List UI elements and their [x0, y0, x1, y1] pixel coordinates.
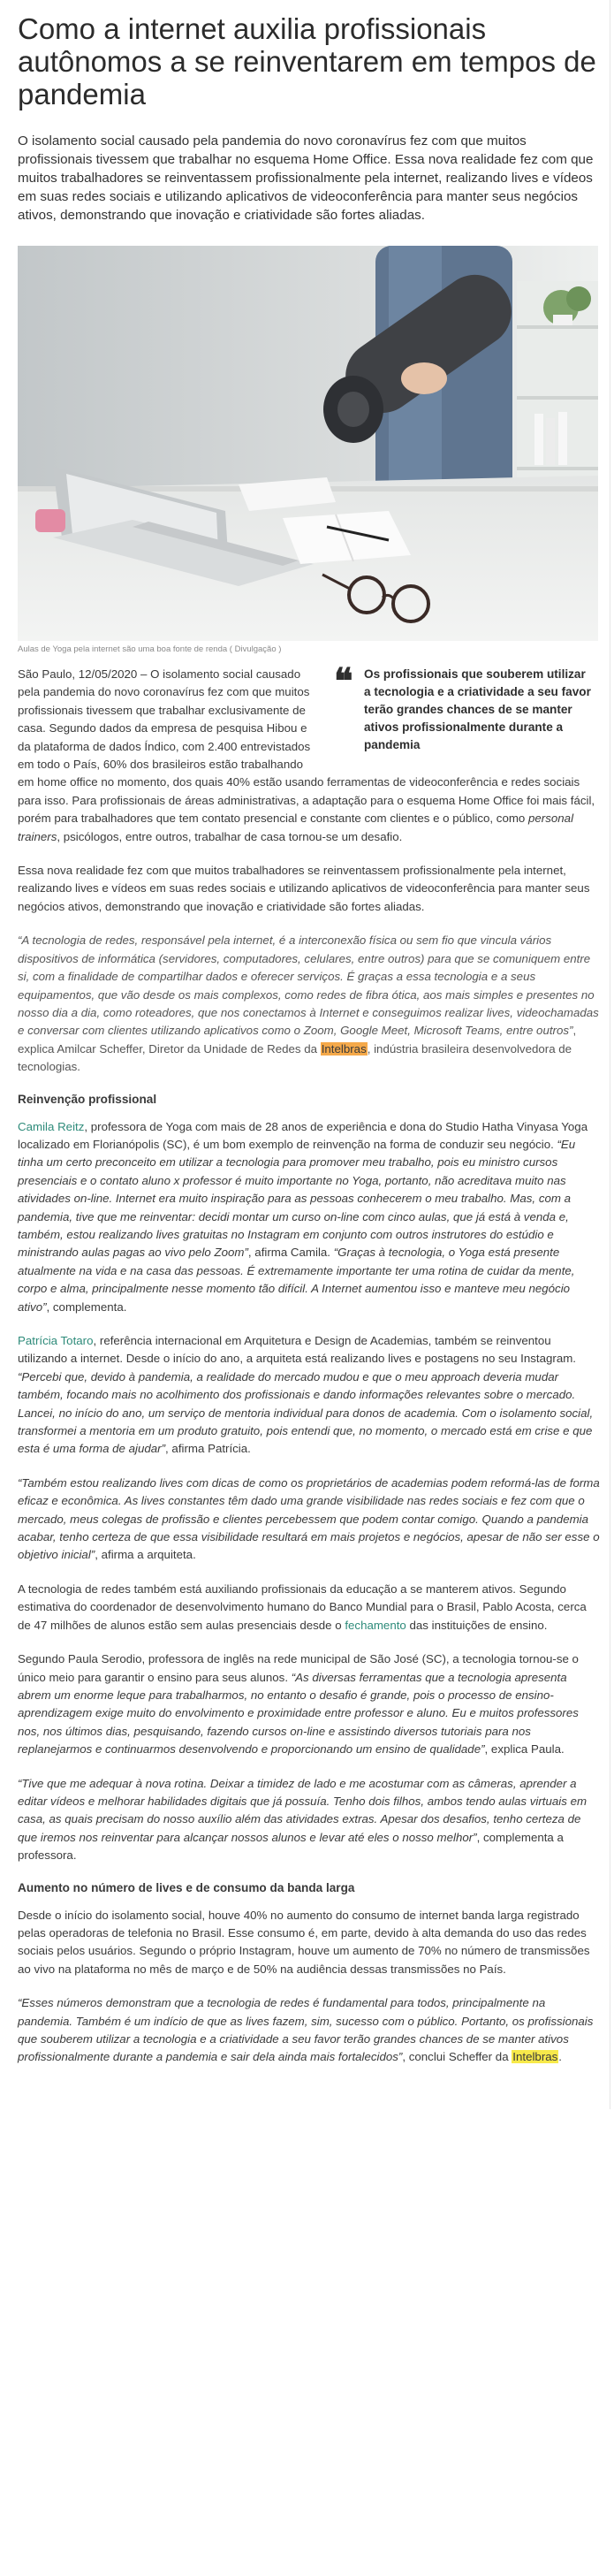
article-body: [18, 660, 603, 2067]
article-lead: O isolamento social causado pela pandemia do novo coronavírus fez com que muitos profissionais tivessem que trabalhar no esquema Home Office. Essa nova realidade fez com que muitos trabalhadores se reinventassem profissionalmente pela internet, realizando lives e vídeos em suas redes sociais e utilizando aplicativos de videoconferência para manter seus negócios ativos, demonstrando que inovação e criatividade são fortes aliadas.: [18, 133, 594, 223]
dateline: São Paulo, 12/05/2020 –: [18, 667, 151, 681]
link-patricia-totaro[interactable]: Patrícia Totaro: [18, 1334, 94, 1347]
paragraph-camila: Camila Reitz, professora de Yoga com mais de 28 anos de experiência e dona do Studio Hatha Vinyasa Yoga localizado em Florianópolis (SC), é um bom exemplo de reinvenção na forma de conduzir seu negócio. “Eu tinha um certo preconceito em utilizar a tecnologia para promover meu trabalho, pois eu ministro cursos presenciais e o contato aluno x professor é muito importante no Yoga, portanto, não acreditava muito nas atividades on-line. Internet era muito inspiração para as pessoas conhecerem o meu trabalho. Mas, com a pandemia, tive que me reinventar: decidi montar um curso on-line com cinco aulas, que já está à venda e, também, estou realizando lives gratuitas no Instagram em conjunto com outros instrutores do estúdio e ministrando aulas pagas ao vivo pelo Zoom”, afirma Camila. “Graças à tecnologia, o Yoga está presente atualmente na vida e na casa das pessoas. É extremamente importante ter uma rotina de cuidar da mente, corpo e alma, principalmente nesse momento tão difícil. A Internet aumentou isso e manteve meu negócio ativo”, complementa.: [18, 1119, 588, 1314]
paragraph-paula-routine: “Tive que me adequar à nova rotina. Deixar a timidez de lado e me acostumar com as câmeras, aprender a editar vídeos e melhorar habilidades digitais que já possuía. Tenho dois filhos, ambos tendo aulas virtuais em casa, as quais precisam do nosso auxílio além das atividades extras. Apesar dos desafios, tenho certeza de que iremos nos reinventar para alcançar nossos alunos e levar até eles o nosso melhor”, complementa a professora.: [18, 1776, 587, 1863]
section-heading-consumo: Aumento no número de lives e de consumo da banda larga: [18, 1880, 355, 1894]
brand-highlight-yellow: Intelbras: [512, 2050, 558, 2064]
image-caption: Aulas de Yoga pela internet são uma boa fonte de renda ( Divulgação ): [18, 644, 282, 654]
paragraph-conclusion: “Esses números demonstram que a tecnologia de redes é fundamental para todos, principalmente na pandemia. Também é um indício de que as lives fazem, sim, sucesso com o público. Portanto, os profissionais que souberem utilizar a tecnologia e a criatividade a seu favor terão grandes chances de se manter ativos profissionalmente durante a pandemia e sair dela ainda mais fortalecidos”, conclui Scheffer da Intelbras.: [18, 1996, 594, 2064]
pull-quote: [334, 660, 595, 754]
paragraph-patricia-lives: “Também estou realizando lives com dicas de como os proprietários de academias podem reformá-las de forma eficaz e econômica. As lives constantes têm dado uma grande visibilidade nas redes sociais e fez com que o mercado, meus colegas de profissão e clientes percebessem que podem contar comigo. Quando a pandemia acabar, tenho certeza de que essa visibilidade resultará em mais projetos e negócios, apesar de não ser esse o objetivo inicial”, afirma a arquiteta.: [18, 1475, 600, 1562]
paragraph-education: A tecnologia de redes também está auxiliando profissionais da educação a se manterem ativos. Segundo estimativa do coordenador de desenvolvimento humano do Banco Mundial para o Brasil, Pablo Acosta, cerca de 47 milhões de alunos estão sem aulas presenciais desde o fechamento das instituições de ensino.: [18, 1581, 587, 1632]
hero-image: [18, 246, 598, 641]
paragraph-scheffer-quote: “A tecnologia de redes, responsável pela internet, é a interconexão física ou sem fio que vincula vários dispositivos de informática (servidores, computadores, celulares, entre outros) para que se comuniquem entre si, com a finalidade de compartilhar dados e oferecer serviços. É graças a essa tecnologia e a seus equipamentos, que vão desde os mais complexos, como redes de fibra ótica, aos mais simples e presentes no nosso dia a dia, como roteadores, que nos conectamos à Internet e conseguimos realizar lives, videochamadas e conversar com clientes utilizando aplicativos como o Zoom, Google Meet, Microsoft Teams, entre outros”, explica Amilcar Scheffer, Diretor da Unidade de Redes da Intelbras, indústria brasileira desenvolvedora de tecnologias.: [18, 934, 599, 1074]
paragraph-intro: São Paulo, 12/05/2020 – O isolamento social causado pela pandemia do novo coronavírus fez com que muitos profissionais tivessem que trabalhar exclusivamente de casa. Segundo dados da empresa de pesquisa Hibou e da plataforma de dados Índico, com 2.400 entrevistados em todo o País, 60% dos brasileiros estão trabalhando em home office no momento, dos quais 40% estão usando ferramentas de videoconferência e redes sociais para isso. Para profissionais de áreas administrativas, a adaptação para o esquema Home Office foi mais fácil, porém para trabalhadores que tem contato presencial e constante com clientes e o público, como personal trainers, psicólogos, entre outros, trabalhar de casa tornou-se um desafio.: [18, 667, 595, 843]
paragraph-reinvention: Essa nova realidade fez com que muitos trabalhadores se reinventassem profissionalmente pela internet, realizando lives e vídeos em suas redes sociais e utilizando aplicativos de videoconferência para manter seus negócios ativos, demonstrando que inovação e criatividade são fortes aliadas.: [18, 864, 590, 913]
yoga-laptop-photo: [18, 246, 598, 641]
article: [18, 0, 610, 2109]
paragraph-paula: Segundo Paula Serodio, professora de inglês na rede municipal de São José (SC), a tecnologia tornou-se o único meio para garantir o ensino para seus alunos. “As diversas ferramentas que a tecnologia apresenta abrem um enorme leque para trabalharmos, no entanto o desafio é grande, pois o processo de ensino-aprendizagem exige muito do envolvimento e proximidade entre professor e aluno. Eu e muitos professores nos, nos últimos dias, pesquisando, fazendo cursos on-line e assistindo diversos tutoriais para nos replanejarmos e continuarmos desenvolvendo e proporcionando um ensino de qualidade”, explica Paula.: [18, 1652, 579, 1757]
link-camila-reitz[interactable]: Camila Reitz: [18, 1119, 85, 1133]
link-fechamento[interactable]: fechamento: [345, 1618, 406, 1632]
paragraph-patricia: Patrícia Totaro, referência internacional em Arquitetura e Design de Academias, também se reinventou utilizando a internet. Desde o início do ano, a arquiteta está realizando lives e postagens no seu Instagram. “Percebi que, devido à pandemia, a realidade do mercado mudou e que o meu approach deveria mudar também, focando mais no acolhimento dos profissionais e dando informações relevantes sobre o mercado. Lancei, no início do ano, um serviço de mentoria individual para donos de academia. Com o isolamento social, transformei a mentoria em um produto gratuito, pois entendi que, no momento, o mercado está em crise e que esta é uma forma de ajudar”, afirma Patrícia.: [18, 1334, 594, 1456]
brand-highlight: Intelbras: [321, 1041, 367, 1056]
pull-quote-text: Os profissionais que souberem utilizar a tecnologia e a criatividade a seu favor terão grandes chances de se manter ativos profissionalmente durante a pandemia: [364, 667, 591, 751]
section-heading-reinvencao: Reinvenção profissional: [18, 1092, 157, 1106]
quote-mark-icon: ❝: [334, 660, 353, 702]
paragraph-broadband: Desde o início do isolamento social, houve 40% no aumento do consumo de internet banda larga registrado pelas operadoras de telefonia no Brasil. Esse consumo é, em parte, devido à alta demanda do uso das redes sociais pelos usuários. Segundo o próprio Instagram, houve um aumento de 70% no número de transmissões ao vivo na plataforma no mês de março e de 50% na audiência dessas transmissões no País.: [18, 1908, 590, 1976]
article-title: Como a internet auxilia profissionais autônomos a se reinventarem em tempos de pandemia: [18, 12, 596, 111]
